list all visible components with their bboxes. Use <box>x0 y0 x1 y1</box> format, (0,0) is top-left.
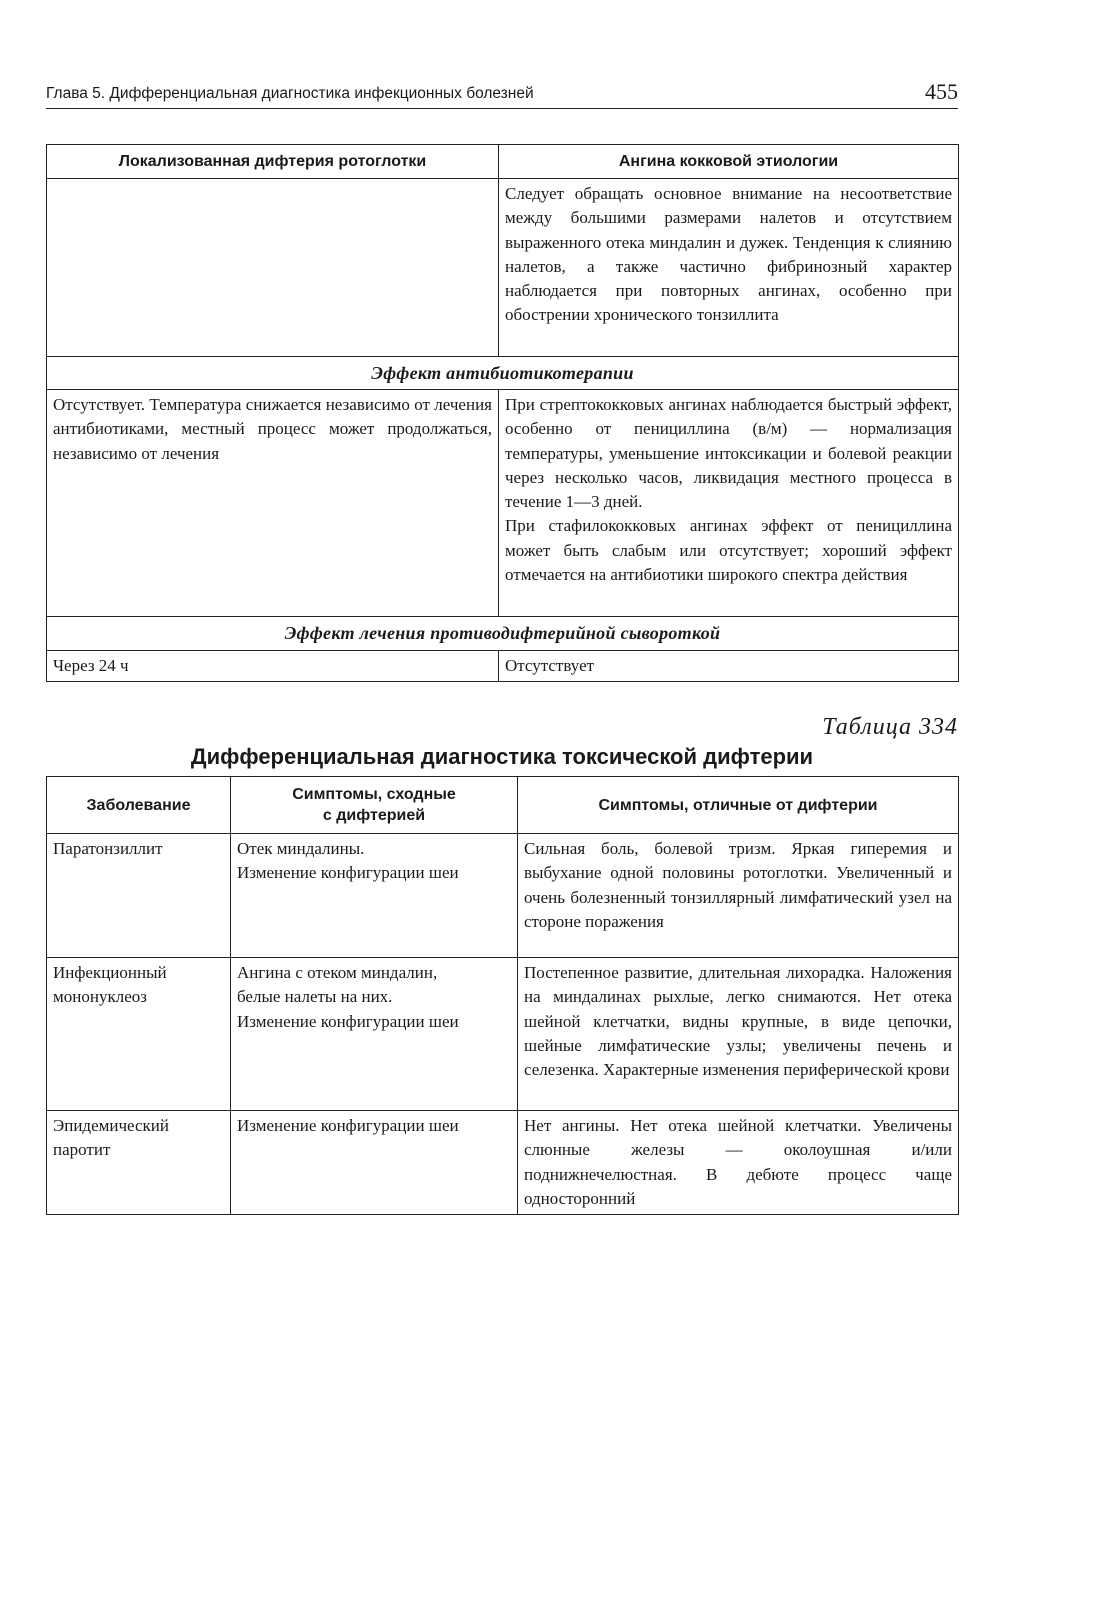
table-row <box>47 390 959 617</box>
cell-serum-angina: Отсутствует <box>499 651 959 682</box>
cell-different: Сильная боль, болевой тризм. Яркая гиперемия и выбухание одной половины ротоглотки. Увеличенный и очень болезненный тонзиллярный лимфатический узел на стороне поражения <box>518 834 959 958</box>
cell-different: Нет ангины. Нет отека шейной клетчатки. Увеличены слюнные железы — околоушная и/или поднижнечелюстная. В дебюте процесс чаще односторонний <box>518 1111 959 1215</box>
paragraph-streptococcal: При стрептококковых ангинах наблюдается быстрый эффект, особенно от пенициллина (в/м) — нормализация температуры, уменьшение интоксикации и болевой реакции через несколько часов, ликвидация местного процесса в течение 1—3 дней. <box>505 395 952 512</box>
section-row <box>47 357 959 390</box>
cell-different: Постепенное развитие, длительная лихорадка. Наложения на миндалинах рыхлые, легко снимаются. Нет отека шейной клетчатки, видны крупные, в виде цепочки, шейные лимфатические узлы; увеличены печень и селезенка. Характерные изменения периферической крови <box>518 958 959 1111</box>
cell-similar <box>231 834 518 958</box>
cell-disease <box>47 1111 231 1215</box>
table-number: Таблица 334 <box>822 714 958 740</box>
header-different-symptoms: Симптомы, отличные от дифтерии <box>518 777 959 834</box>
table-header-row <box>47 145 959 179</box>
cell-similar <box>231 958 518 1111</box>
cell-coccal-note: Следует обращать основное внимание на несоответствие между большими размерами налетов и отсутствием выраженного отека миндалин и дужек. Тенденция к слиянию налетов, а также частично фибринозный характер наблюдается при повторных ангинах, особенно при обострении хронического тонзиллита <box>499 179 959 357</box>
chapter-title: Глава 5. Дифференциальная диагностика инфекционных болезней <box>46 85 534 102</box>
table-row <box>47 834 959 958</box>
section-row <box>47 617 959 651</box>
header-coccal-angina: Ангина кокковой этиологии <box>499 145 959 179</box>
comparison-table-continued <box>46 144 959 682</box>
table-row <box>47 1111 959 1215</box>
cell-empty <box>47 179 499 357</box>
table-row <box>47 179 959 357</box>
header-similar-line1: Симптомы, сходные <box>292 786 456 803</box>
cell-disease <box>47 958 231 1111</box>
cell-antibiotic-angina <box>499 390 959 617</box>
similar-line: Ангина с отеком миндалин, <box>237 963 438 982</box>
similar-line: Изменение конфигурации шеи <box>237 863 459 883</box>
table-caption: Дифференциальная диагностика токсической дифтерии <box>190 744 814 769</box>
cell-serum-diphtheria: Через 24 ч <box>47 651 499 682</box>
header-localized-diphtheria: Локализованная дифтерия ротоглотки <box>47 145 499 179</box>
header-similar-line2: с дифтерией <box>322 807 426 824</box>
cell-antibiotic-diphtheria: Отсутствует. Температура снижается независимо от лечения антибиотиками, местный процесс может продолжаться, независимо от лечения <box>47 390 499 617</box>
table-header-row <box>47 777 959 834</box>
table-row <box>47 651 959 682</box>
similar-line: Отек миндалины. <box>237 839 365 858</box>
toxic-diphtheria-table <box>46 776 959 1215</box>
page-number: 455 <box>925 79 958 104</box>
header-disease: Заболевание <box>47 777 231 834</box>
header-similar-symptoms <box>231 777 518 834</box>
disease-line: Инфекционный <box>53 963 167 982</box>
table-row <box>47 958 959 1111</box>
running-head <box>46 78 958 109</box>
similar-line: Изменение конфигурации шеи <box>237 1011 459 1031</box>
similar-line: белые налеты на них. <box>237 987 393 1007</box>
cell-disease: Паратонзиллит <box>47 834 231 958</box>
paragraph-staphylococcal: При стафилококковых ангинах эффект от пенициллина может быть слабым или отсутствует; хороший эффект отмечается на антибиотики широкого спектра действия <box>505 516 952 585</box>
cell-similar: Изменение конфигурации шеи <box>231 1111 518 1215</box>
disease-line: мононуклеоз <box>53 987 147 1007</box>
disease-line: паротит <box>53 1140 111 1160</box>
section-serum-effect: Эффект лечения противодифтерийной сывороткой <box>47 617 959 651</box>
disease-line: Эпидемический <box>53 1116 169 1135</box>
section-antibiotic-effect: Эффект антибиотикотерапии <box>47 357 959 390</box>
